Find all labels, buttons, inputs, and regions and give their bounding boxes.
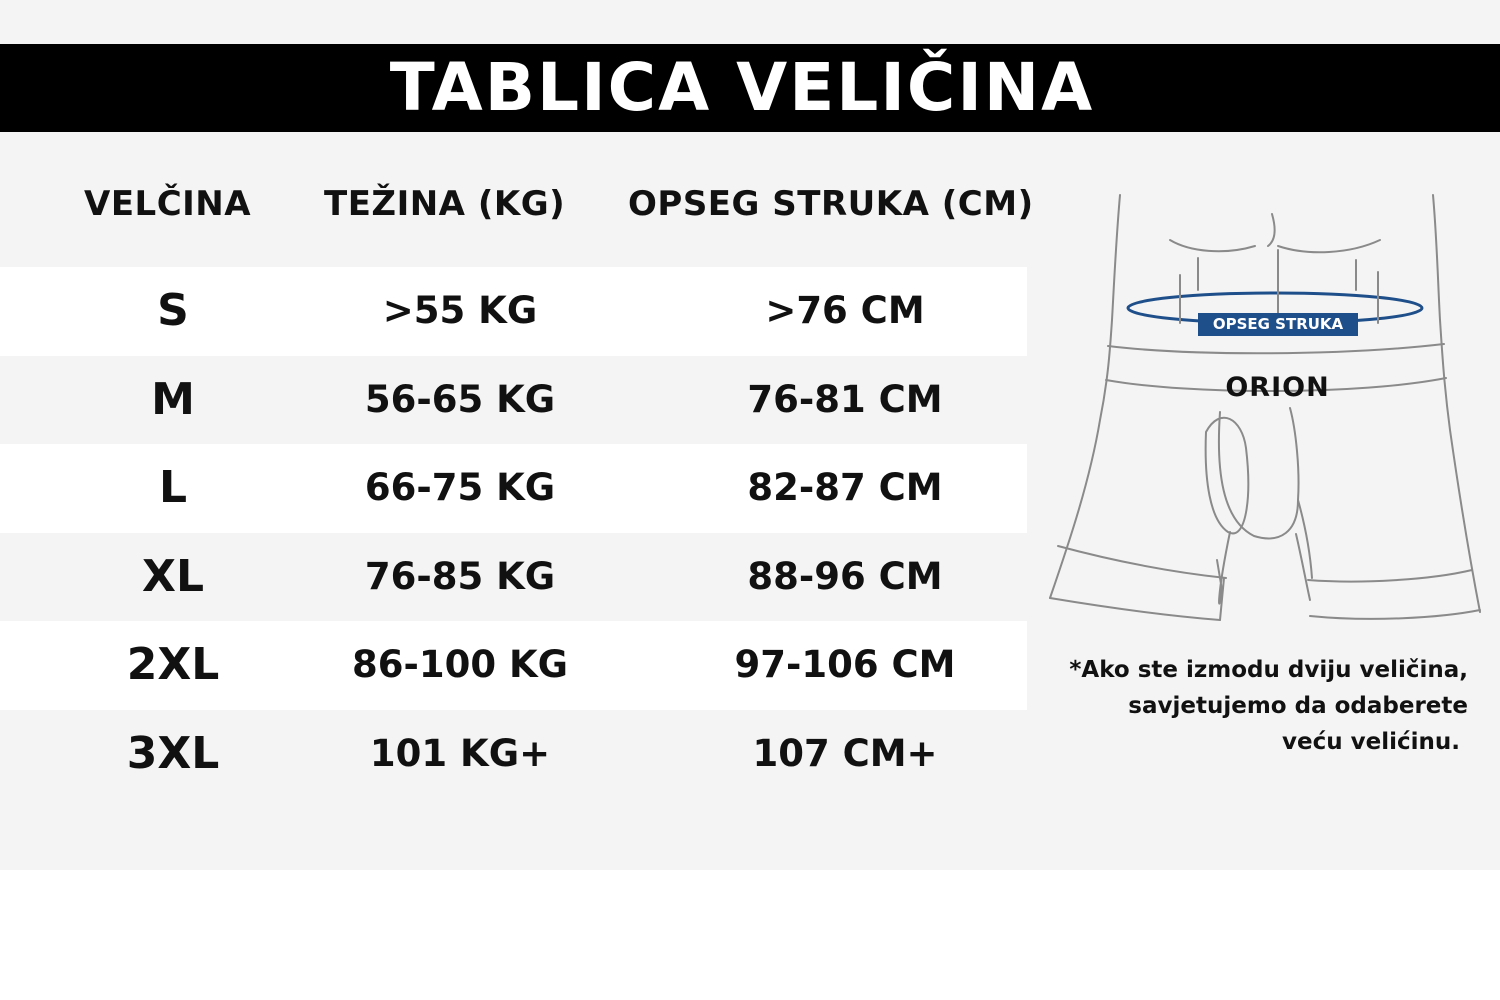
table-row [0, 267, 1027, 356]
waist-cell: 97-106 CM [734, 643, 956, 686]
table-row [0, 621, 1027, 710]
column-header-waist: OPSEG STRUKA (CM) [628, 184, 1034, 224]
column-header-weight: TEŽINA (KG) [324, 184, 566, 224]
torso-outline [1112, 195, 1440, 320]
waist-cell: 82-87 CM [747, 466, 943, 509]
page-title: TABLICA VELIČINA [389, 49, 1095, 126]
table-row [0, 533, 1027, 622]
waist-cell: 76-81 CM [747, 377, 943, 421]
size-cell: 2XL [126, 639, 220, 690]
waist-cell: 107 CM+ [752, 731, 938, 775]
waist-cell: 88-96 CM [747, 554, 943, 598]
title-bar [0, 44, 1500, 132]
column-header-size: VELČINA [84, 184, 252, 224]
size-cell: S [157, 285, 189, 336]
table-row [0, 710, 1027, 799]
size-table [0, 267, 1027, 798]
size-advice-note [1040, 652, 1468, 760]
size-cell: M [151, 373, 195, 425]
size-cell: L [158, 462, 188, 513]
boxer-diagram [1040, 180, 1490, 630]
note-line: *Ako ste izmodu dviju veličina, [1069, 657, 1468, 683]
size-cell: 3XL [126, 727, 220, 779]
weight-cell: 76-85 KG [364, 554, 556, 598]
table-row [0, 356, 1027, 445]
top-strip [0, 0, 1500, 44]
brand-label: ORION [1225, 372, 1330, 403]
table-header [0, 180, 1080, 228]
waist-label: OPSEG STRUKA [1198, 313, 1358, 336]
weight-cell: 56-65 KG [364, 377, 556, 421]
weight-cell: 66-75 KG [364, 466, 556, 509]
note-line: veću velićinu. [1282, 729, 1460, 755]
weight-cell: 101 KG+ [369, 731, 551, 775]
size-cell: XL [142, 550, 204, 602]
boxer-outline [1050, 320, 1480, 620]
weight-cell: >55 KG [382, 289, 538, 332]
weight-cell: 86-100 KG [351, 643, 568, 686]
waist-cell: >76 CM [765, 289, 925, 332]
note-line: savjetujemo da odaberete [1128, 693, 1468, 719]
table-row [0, 444, 1027, 533]
